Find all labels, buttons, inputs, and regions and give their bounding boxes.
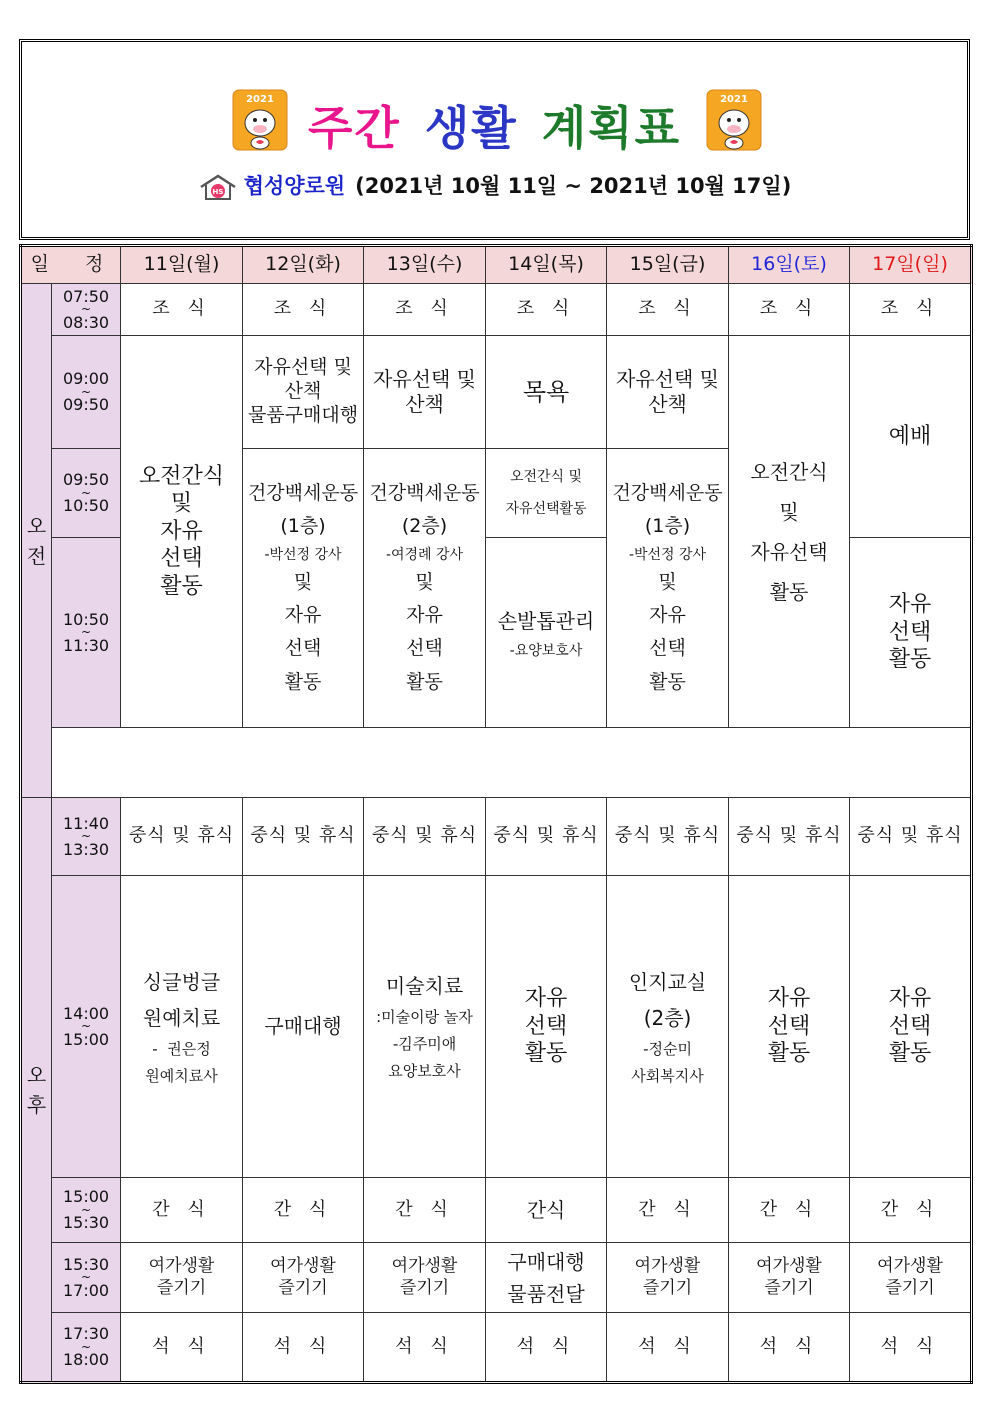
date-range: (2021년 10월 11일 ~ 2021년 10월 17일) [355, 174, 792, 198]
corner-header: 일 정 [21, 246, 121, 284]
day-header-thu: 14일(목) [486, 246, 607, 284]
snack-cell: 간 식 [121, 1178, 243, 1243]
svg-text:2021: 2021 [720, 94, 748, 105]
dinner-cell: 석 식 [243, 1313, 364, 1383]
svg-text:2021: 2021 [246, 94, 274, 105]
breakfast-cell: 조 식 [850, 284, 972, 336]
lunch-cell: 중식 및 휴식 [121, 798, 243, 876]
snack-cell: 간 식 [729, 1178, 850, 1243]
lunch-cell: 중식 및 휴식 [486, 798, 607, 876]
leisure-cell: 여가생활 즐기기 [850, 1243, 972, 1313]
table-row [21, 728, 972, 798]
time-cell: 15:30 ~ 17:00 [52, 1243, 121, 1313]
fri-am-activity-2: 건강백세운동 (1층) -박선정 강사 및 자유 선택 활동 [607, 449, 729, 728]
day-header-wed: 13일(수) [364, 246, 486, 284]
pm-label: 오 후 [21, 798, 52, 1383]
table-row [21, 284, 972, 336]
tue-pm-activity: 구매대행 [243, 876, 364, 1178]
dinner-cell: 석 식 [121, 1313, 243, 1383]
header-row [21, 246, 972, 284]
snack-cell: 간 식 [850, 1178, 972, 1243]
time-cell: 11:40 ~ 13:30 [52, 798, 121, 876]
header-box [19, 39, 970, 240]
sat-pm-activity: 자유 선택 활동 [729, 876, 850, 1178]
org-name: 협성양로원 [243, 174, 346, 198]
dinner-cell: 석 식 [729, 1313, 850, 1383]
wed-am-activity-1: 자유선택 및 산책 [364, 336, 486, 449]
leisure-cell: 여가생활 즐기기 [729, 1243, 850, 1313]
table-row [21, 798, 972, 876]
title-word-3: 계획표 [541, 101, 682, 155]
time-cell: 17:30 ~ 18:00 [52, 1313, 121, 1383]
lunch-cell: 중식 및 휴식 [364, 798, 486, 876]
tue-am-activity-2: 건강백세운동 (1층) -박선정 강사 및 자유 선택 활동 [243, 449, 364, 728]
time-cell: 10:50 ~ 11:30 [52, 538, 121, 728]
sun-pm-activity: 자유 선택 활동 [850, 876, 972, 1178]
dinner-cell: 석 식 [607, 1313, 729, 1383]
time-cell: 14:00 ~ 15:00 [52, 876, 121, 1178]
table-row [21, 876, 972, 1178]
snack-cell: 간식 [486, 1178, 607, 1243]
leisure-cell: 여가생활 즐기기 [243, 1243, 364, 1313]
mon-pm-activity: 싱글벙글 원예치료 - 권은정 원예치료사 [121, 876, 243, 1178]
day-header-sun: 17일(일) [850, 246, 972, 284]
sat-am-activity: 오전간식 및 자유선택 활동 [729, 336, 850, 728]
snack-cell: 간 식 [364, 1178, 486, 1243]
day-header-sat: 16일(토) [729, 246, 850, 284]
svg-text:HS: HS [212, 188, 224, 196]
wed-pm-activity: 미술치료 :미술이랑 놀자 -김주미애 요양보호사 [364, 876, 486, 1178]
table-row [21, 1243, 972, 1313]
dinner-cell: 석 식 [850, 1313, 972, 1383]
fri-am-activity-1: 자유선택 및 산책 [607, 336, 729, 449]
tue-am-activity-1: 자유선택 및 산책 물품구매대행 [243, 336, 364, 449]
breakfast-cell: 조 식 [729, 284, 850, 336]
am-label: 오 전 [21, 284, 52, 798]
snack-cell: 간 식 [607, 1178, 729, 1243]
schedule-table [19, 244, 973, 1384]
page-title [22, 92, 967, 158]
breakfast-cell: 조 식 [607, 284, 729, 336]
subtitle [22, 170, 967, 200]
dinner-cell: 석 식 [364, 1313, 486, 1383]
dinner-cell: 석 식 [486, 1313, 607, 1383]
breakfast-cell: 조 식 [243, 284, 364, 336]
title-word-1: 주간 [307, 101, 401, 155]
lunch-cell: 중식 및 휴식 [850, 798, 972, 876]
thu-pm-activity: 자유 선택 활동 [486, 876, 607, 1178]
lunch-cell: 중식 및 휴식 [243, 798, 364, 876]
thu-am-activity-1: 목욕 [486, 336, 607, 449]
time-cell: 09:00 ~ 09:50 [52, 336, 121, 449]
lunch-cell: 중식 및 휴식 [729, 798, 850, 876]
snack-cell: 간 식 [243, 1178, 364, 1243]
thu-am-activity-3: 손발톱관리 -요양보호사 [486, 538, 607, 728]
wed-am-activity-2: 건강백세운동 (2층) -여경례 강사 및 자유 선택 활동 [364, 449, 486, 728]
leisure-cell: 여가생활 즐기기 [121, 1243, 243, 1313]
leisure-cell: 여가생활 즐기기 [607, 1243, 729, 1313]
breakfast-cell: 조 식 [121, 284, 243, 336]
time-cell: 07:50 ~ 08:30 [52, 284, 121, 336]
day-header-tue: 12일(화) [243, 246, 364, 284]
sun-am-activity-1: 예배 [850, 336, 972, 538]
day-header-mon: 11일(월) [121, 246, 243, 284]
leisure-cell: 구매대행 물품전달 [486, 1243, 607, 1313]
breakfast-cell: 조 식 [486, 284, 607, 336]
lunch-cell: 중식 및 휴식 [607, 798, 729, 876]
sun-am-activity-2: 자유 선택 활동 [850, 538, 972, 728]
mon-am-activity: 오전간식 및 자유 선택 활동 [121, 336, 243, 728]
time-cell: 15:00 ~ 15:30 [52, 1178, 121, 1243]
time-cell: 09:50 ~ 10:50 [52, 449, 121, 538]
house-logo-icon [198, 174, 238, 200]
fri-pm-activity: 인지교실 (2층) -정순미 사회복지사 [607, 876, 729, 1178]
table-row [21, 336, 972, 449]
table-row [21, 1178, 972, 1243]
title-word-2: 생활 [424, 101, 518, 155]
day-header-fri: 15일(금) [607, 246, 729, 284]
leisure-cell: 여가생활 즐기기 [364, 1243, 486, 1313]
table-row [21, 1313, 972, 1383]
thu-am-activity-2: 오전간식 및 자유선택활동 [486, 449, 607, 538]
breakfast-cell: 조 식 [364, 284, 486, 336]
